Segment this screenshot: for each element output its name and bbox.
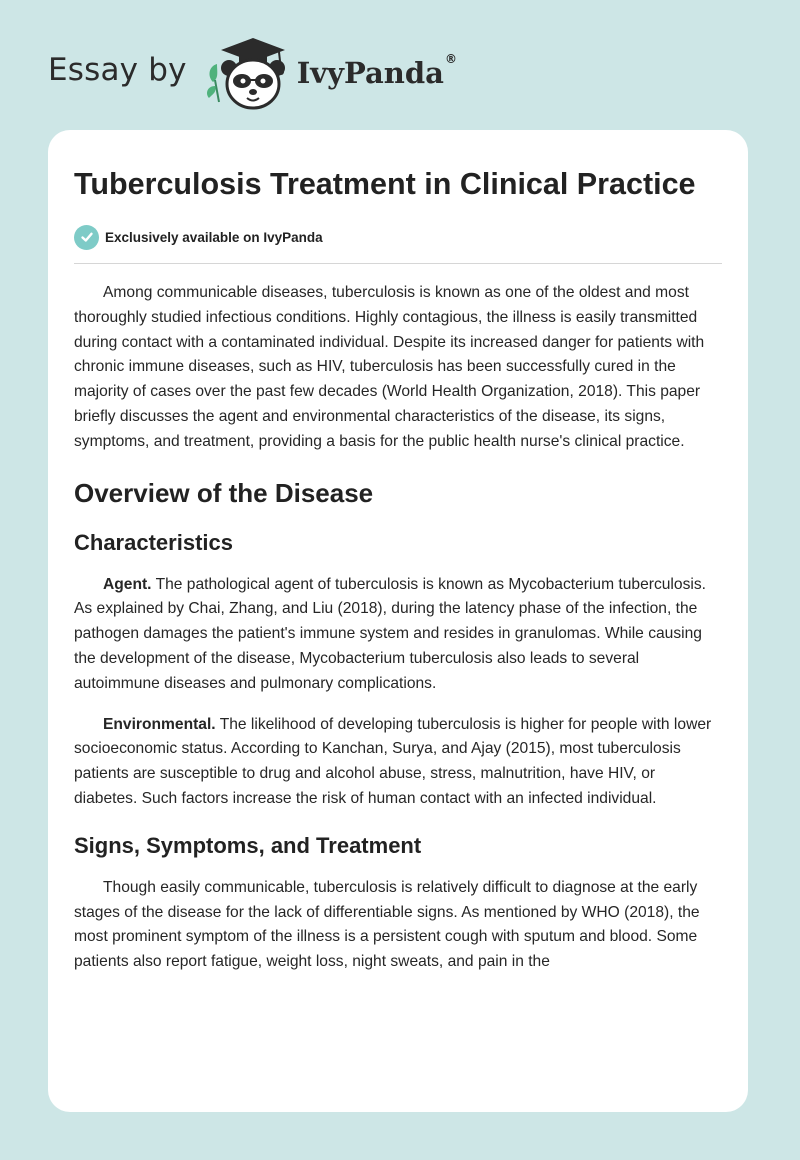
agent-lead: Agent. (103, 575, 152, 593)
environmental-text: The likelihood of developing tuberculosis is higher for people with lower socioeconomic status. According to Kanchan, Surya, and Ajay (2015), most tuberculosis patients are susceptible to drug and alcohol abuse, stress, malnutrition, have HIV, or diabetes. Such factors increase the risk of human contact with an infected individual. (74, 715, 712, 807)
intro-paragraph: Among communicable diseases, tuberculosis is known as one of the oldest and most thoroughly studied infectious conditions. Highly contagious, the illness is easily transmitted during contact with a contaminated individual. Despite its increased danger for patients with chronic immune diseases, such as HIV, tuberculosis has been successfully cured in the majority of cases over the past few decades (World Health Organization, 2018). This paper briefly discusses the agent and environmental characteristics of the disease, its signs, symptoms, and treatment, providing a basis for the public health nurse's clinical practice. (74, 284, 705, 450)
panda-graduate-logo-icon (203, 36, 293, 112)
brand-prefix: Essay by (48, 52, 187, 88)
registered-mark: ® (444, 52, 457, 66)
essay-title: Tuberculosis Treatment in Clinical Practice (74, 167, 696, 201)
section-heading-overview: Overview of the Disease (74, 477, 374, 508)
check-icon (74, 225, 99, 250)
exclusive-label: Exclusively available on IvyPanda (105, 229, 323, 245)
environmental-lead: Environmental. (103, 715, 216, 733)
brand-name: IvyPanda® (296, 52, 457, 90)
agent-text: The pathological agent of tuberculosis is known as Mycobacterium tuberculosis. As explained by Chai, Zhang, and Liu (2018), during the latency phase of the infection, the pathogen damages the patient's immune system and resides in granulomas. While causing the development of the disease, Mycobacterium tuberculosis also leads to several autoimmune diseases and pulmonary complications. (74, 575, 706, 692)
subsection-heading-characteristics: Characteristics (74, 529, 233, 555)
divider (74, 263, 722, 264)
site-brand[interactable] (48, 34, 457, 114)
exclusive-badge (74, 224, 722, 250)
subsection-heading-signs: Signs, Symptoms, and Treatment (74, 832, 422, 858)
environmental-paragraph (74, 713, 722, 812)
essay-card (48, 130, 748, 1112)
signs-paragraph: Though easily communicable, tuberculosis is relatively difficult to diagnose at the early stages of the disease for the lack of differentiable signs. As mentioned by WHO (2018), the most prominent symptom of the illness is a persistent cough with sputum and blood. Some patients also report fatigue, weight loss, night sweats, and pain in the (74, 878, 700, 971)
agent-paragraph (74, 573, 722, 697)
